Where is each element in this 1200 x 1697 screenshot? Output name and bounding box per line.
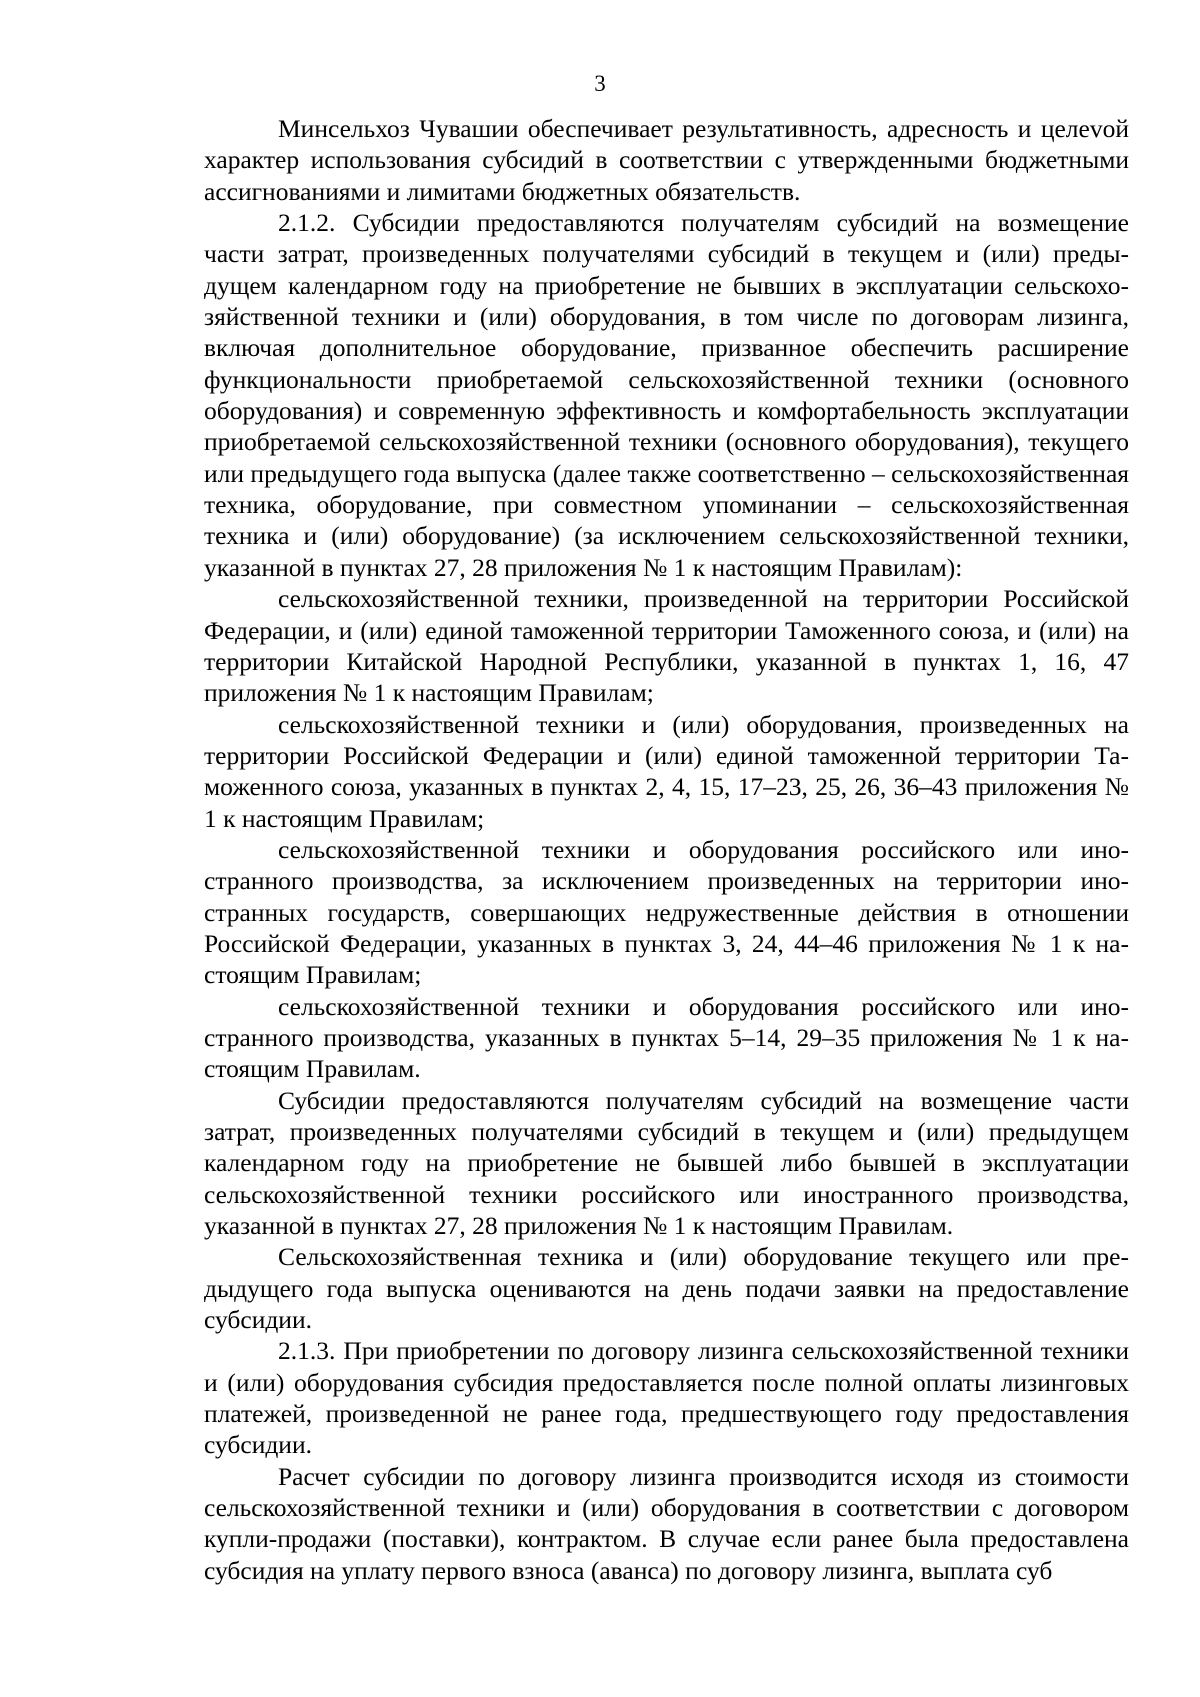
paragraph-subsidies-used-machinery: Субсидии предоставляются получателям субсидий на возмещение части затрат, произведенных получателями субсидий в текущем и (или) предыдущем календарном году на приобретение не бывшей либо бывшей в эксплуатации сельскохозяйственной техники российского или иностранного производства, указанной в пунктах 27, 28 приложения № 1 к настоящим Правилам. xyxy=(204,1085,1129,1241)
paragraph-2-1-3: 2.1.3. При приобретении по договору лизинга сельскохозяйственной техники и (или) оборудования субсидия предоставляется после полной оплаты лизинговых платежей, произведенной не ранее года, предшествующего году предоставления субсидии. xyxy=(204,1336,1129,1460)
paragraph-leasing-calculation: Расчет субсидии по договору лизинга производится исходя из стоимости сельскохозяйственной техники и (или) оборудования в соответствии с договором купли-продажи (поставки), контрактом. В случае если ранее была предоставлена субсидия на уплату первого взноса (аванса) по договору лизинга, выплата суб xyxy=(204,1461,1129,1585)
document-body xyxy=(204,113,1129,1586)
page-number: 3 xyxy=(594,71,606,96)
list-item-machinery-russian-foreign: сельскохозяйственной техники и оборудования российского или иностранного производства, указанных в пунктах 5–14, 29–35 приложения № 1 к настоящим Правилам. xyxy=(204,991,1129,1084)
list-item-machinery-rf-china: сельскохозяйственной техники, произведенной на территории Российской Федерации, и (или) единой таможенной территории Таможенного союза, и (или) на территории Китайской Народной Республики, указанной в пунктах 1, 16, 47 приложения № 1 к настоящим Правилам; xyxy=(204,584,1129,708)
paragraph-2-1-2: 2.1.2. Субсидии предоставляются получателям субсидий на возмещение части затрат, произведенных получателями субсидий в текущем и (или) предыдущем календарном году на приобретение не бывших в эксплуатации сельскохозяйственной техники и (или) оборудования, в том числе по договорам лизинга, включая дополнительное оборудование, призванное обеспечить расширение функциональности приобретаемой сельскохозяйственной техники (основного оборудования) и современную эффективность и комфортабельность эксплуатации приобретаемой сельскохозяйственной техники (основного оборудования), текущего или предыдущего года выпуска (далее также соответственно – сельскохозяйственная техника, оборудование, при совместном упоминании – сельскохозяйственная техника и (или) оборудование) (за исключением сельскохозяйственной техники, указанной в пунктах 27, 28 приложения № 1 к настоящим Правилам): xyxy=(204,208,1129,582)
list-item-machinery-excluding-unfriendly: сельскохозяйственной техники и оборудования российского или иностранного производства, за исключением произведенных на территории иностранных государств, совершающих недружественные действия в отношении Российской Федерации, указанных в пунктах 3, 24, 44–46 приложения № 1 к настоящим Правилам; xyxy=(204,834,1129,990)
list-item-machinery-rf-customs-union: сельскохозяйственной техники и (или) оборудования, произведенных на территории Российской Федерации и (или) единой таможенной территории Таможенного союза, указанных в пунктах 2, 4, 15, 17–23, 25, 26, 36–43 приложения № 1 к настоящим Правилам; xyxy=(204,709,1129,833)
paragraph-ministry-responsibility: Минсельхоз Чувашии обеспечивает результативность, адресность и целеvой характер использования субсидий в соответствии с утвержденными бюджетными ассигнованиями и лимитами бюджетных обязательств. xyxy=(204,114,1129,206)
paragraph-year-of-manufacture: Сельскохозяйственная техника и (или) оборудование текущего или предыдущего года выпуска оцениваются на день подачи заявки на предоставление субсидии. xyxy=(204,1242,1129,1335)
